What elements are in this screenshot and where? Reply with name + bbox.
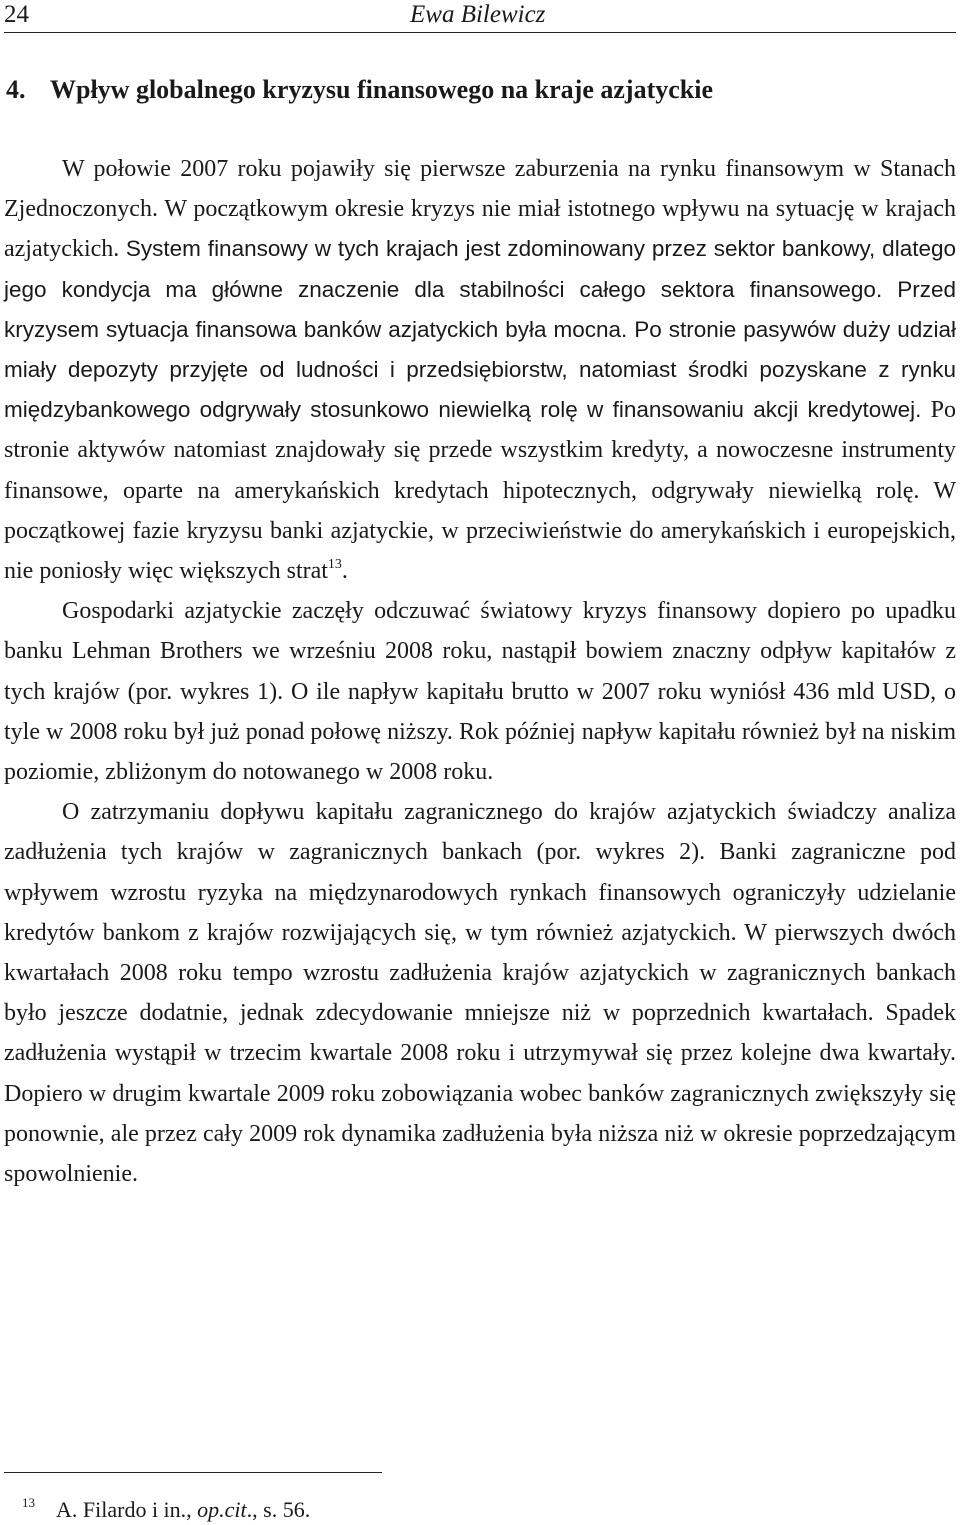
footnote-separator [4, 1472, 382, 1473]
running-header [4, 0, 956, 33]
section-heading [6, 70, 713, 110]
paragraph-1-text-end: . [341, 558, 348, 585]
paragraph-1-text-a: W połowie 2007 roku pojawiły się pierwsze zaburzenia na rynku finansowym w Stanach Zjednoczonych. W początkowym okresie kryzys nie miał istotnego wpływu na sytuację w krajach azjatyckich. [4, 156, 956, 263]
footnote-author: A. Filardo i in., [56, 1497, 198, 1522]
paragraph-1-text-c: Po stronie aktywów natomiast znajdowały się przede wszystkim kredyty, a nowoczesne instrumenty finansowe, oparte na amerykańskich kredytach hipotecznych, odgrywały niewielką rolę. W początkowej fazie kryzysu banki azjatyckie, w przeciwieństwie do amerykańskich i europejskich, nie poniosły więc większych strat [4, 397, 956, 585]
body-text [4, 149, 956, 1194]
paragraph-1-text-b: System finansowy w tych krajach jest zdominowany przez sektor bankowy, dlatego jego kondycja ma główne znaczenie dla stabilności całego sektora finansowego. Przed kryzysem sytuacja finansowa banków azjatyckich była mocna. Po stronie pasywów duży udział miały depozyty przyjęte od ludności i przedsiębiorstw, natomiast środki pozyskane z rynku międzybankowego odgrywały stosunkowo niewielką rolę w finansowaniu akcji kredytowej. [4, 236, 956, 423]
section-number: 4. [6, 75, 26, 104]
footnote-page: ., s. 56. [246, 1497, 311, 1522]
paragraph-3: O zatrzymaniu dopływu kapitału zagranicznego do krajów azjatyckich świadczy analiza zadłużenia tych krajów w zagranicznych bankach (por. wykres 2). Banki zagraniczne pod wpływem wzrostu ryzyka na międzynarodowych rynkach finansowych ograniczyły udzielanie kredytów bankom z krajów rozwijających się, w tym również azjatyckich. W pierwszych dwóch kwartałach 2008 roku tempo wzrostu zadłużenia krajów azjatyckich w zagranicznych bankach było jeszcze dodatnie, jednak zdecydowanie mniejsze niż w poprzednich kwartałach. Spadek zadłużenia wystąpił w trzecim kwartale 2008 roku i utrzymywał się przez kolejne dwa kwartały. Dopiero w drugim kwartale 2009 roku zobowiązania wobec banków zagranicznych zwiększyły się ponownie, ale przez cały 2009 rok dynamika zadłużenia była niższa niż w okresie poprzedzającym spowolnienie. [4, 799, 956, 1188]
footnote: 13 A. Filardo i in., op.cit., s. 56. [22, 1495, 311, 1522]
page-number: 24 [4, 1, 29, 28]
section-title: Wpływ globalnego kryzysu finansowego na kraje azjatyckie [50, 75, 713, 104]
paragraph-1 [4, 149, 956, 591]
paragraph-2: Gospodarki azjatyckie zaczęły odczuwać światowy kryzys finansowy dopiero po upadku banku Lehman Brothers we wrześniu 2008 roku, nastąpił bowiem znaczny odpływ kapitałów z tych krajów (por. wykres 1). O ile napływ kapitału brutto w 2007 roku wyniósł 436 mld USD, o tyle w 2008 roku był już ponad połowę niższy. Rok później napływ kapitału również był na niskim poziomie, zbliżonym do notowanego w 2008 roku. [4, 598, 956, 786]
running-header-author: Ewa Bilewicz [410, 1, 546, 28]
footnote-reference[interactable]: 13 [327, 557, 342, 573]
footnote-source: op.cit [197, 1497, 247, 1522]
